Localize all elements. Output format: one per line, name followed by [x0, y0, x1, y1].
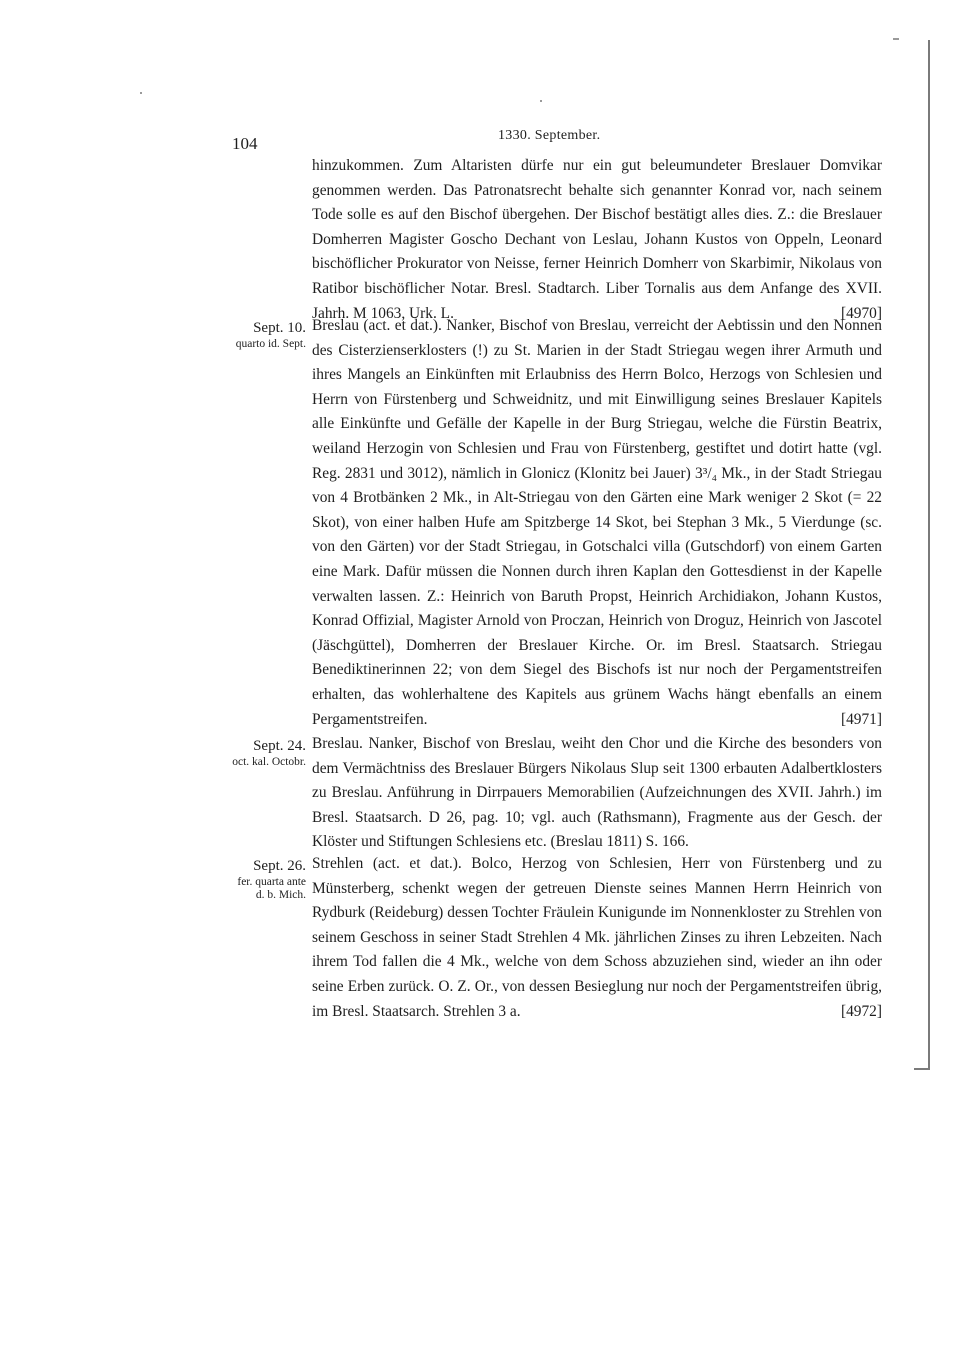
register-number: [4970]: [840, 304, 882, 322]
date-main: Sept. 24.: [253, 738, 306, 754]
page-number: 104: [232, 134, 258, 153]
register-number: [4972]: [840, 1002, 882, 1020]
scan-speck: [140, 92, 142, 94]
date-sub: fer. quarta ante d. b. Mich.: [237, 876, 306, 901]
entry-body: hinzukommen. Zum Altaristen dürfe nur ein gut beleumundeter Breslauer Domvikar genommen werden. Das Patronatsrecht behalte sich genannter Konrad vor, nach seinem Tode solle es auf den Bischof übergehen. Der Bischof bestätigt alles dies. Z.: die Breslauer Domherren Magister Goscho Dechant von Leslau, Johann Kustos von Oppeln, Leonard bischöflicher Prokurator von Neisse, ferner Heinrich Domherr von Skarbimir, Nikolaus von Ratibor bischöflicher Notar. Bresl. Stadtarch. Liber Tornalis aus dem Anfange des XVII. Jahrh. M 1063, Urk. L.: [312, 157, 882, 322]
margin-date: [228, 318, 306, 351]
running-head: 1330. September.: [498, 128, 601, 143]
scan-speck: [540, 100, 542, 102]
entry-body: Strehlen (act. et dat.). Bolco, Herzog von Schlesien, Herr von Fürstenberg und zu Münsterberg, schenkt wegen der getreuen Dienste seines Mannen Herrn Heinrich von Rydburk (Reideburg) dessen Tochter Fräulein Kunigunde im Nonnenkloster zu Strehlen von seinem Geschoss in seiner Stadt Strehlen 4 Mk. jährlichen Zinses zu ihren Lebzeiten. Nach ihrem Tod fallen die 4 Mk., welche von dem Schoss abzuziehen sind, wieder an ihn oder seine Erben zurück. O. Z. Or., von dessen Besieglung nur noch der Pergamentstreifen übrig, im Bresl. Staatsarch. Strehlen 3 a.: [312, 855, 882, 1020]
date-main: Sept. 10.: [253, 320, 306, 336]
entry-body: Breslau. Nanker, Bischof von Breslau, weiht den Chor und die Kirche des besonders von dem Vermächtniss des Breslauer Bürgers Nikolaus Slup seit 1300 erbauten Adalbertklosters zu Breslau. Anführung in Dirrpauers Memorabilien (Aufzeichnungen des XVII. Jahrh.) im Bresl. Staatsarch. D 26, pag. 10; vgl. auch (Rathsmann), Fragmente aus der Gesch. der Klöster und Stiftungen Schlesiens etc. (Breslau 1811) S. 166.: [312, 735, 882, 851]
register-number: [4971]: [840, 710, 882, 728]
date-sub: oct. kal. Octobr.: [232, 756, 306, 768]
date-main: Sept. 26.: [253, 858, 306, 874]
margin-date: [228, 736, 306, 769]
entry-text: [312, 154, 882, 326]
page-edge-line: [928, 40, 930, 1070]
entry-text: [312, 314, 882, 732]
margin-date: [228, 856, 306, 902]
date-sub: quarto id. Sept.: [235, 338, 306, 350]
scan-speck: [893, 38, 899, 40]
entry-text: [312, 732, 882, 855]
page-edge-corner: [914, 1068, 930, 1070]
entry-text: [312, 852, 882, 1024]
entry-body: Breslau (act. et dat.). Nanker, Bischof von Breslau, verreicht der Aebtissin und den Nonnen des Cisterzienserklosters (!) zu St. Marien in der Stadt Striegau wegen ihrer Armuth und ihres Mangels an Einkünften mit Erlaubniss des Herrn Bolco, Herzogs von Schlesien und Herrn von Fürstenberg und Schweidnitz, und mit Einwilligung seines Breslauer Kapitels alle Einkünfte und Gefälle der Kapelle in der Burg Striegau, welche die Fürstin Beatrix, weiland Herzogin von Schlesien und Frau von Fürstenberg, gestiftet und dotirt hatte (vgl. Reg. 2831 und 3012), nämlich in Glonicz (Klonitz bei Jauer) 3³/₄ Mk., in der Stadt Striegau von 4 Brotbänken 2 Mk., in Alt-Striegau von den Gärten eine Mark weniger 2 Skot (= 22 Skot), von einer halben Hufe am Spitzberge 14 Skot, bei Stephan 3 Mk., 5 Vierdunge (sc. von den Gärten) vor der Stadt Striegau, in Gotschalci villa (Gutschdorf) von einem Garten eine Mark. Dafür müssen die Nonnen durch ihren Kaplan den Gottesdienst in der Kapelle verwalten lassen. Z.: Heinrich von Baruth Propst, Heinrich Archidiakon, Johann Kustos, Konrad Offizial, Magister Arnold von Proczan, Heinrich von Droguz, Heinrich von Jascotel (Jäschgüttel), Domherren der Breslauer Kirche. Or. im Bresl. Staatsarch. Striegau Benediktinerinnen 22; von dem Siegel des Bischofs ist nur noch der Pergamentstreifen erhalten, das wohlerhaltene des Kapitels aus grünem Wachs hängt ebenfalls an einem Pergamentstreifen.: [312, 317, 882, 728]
